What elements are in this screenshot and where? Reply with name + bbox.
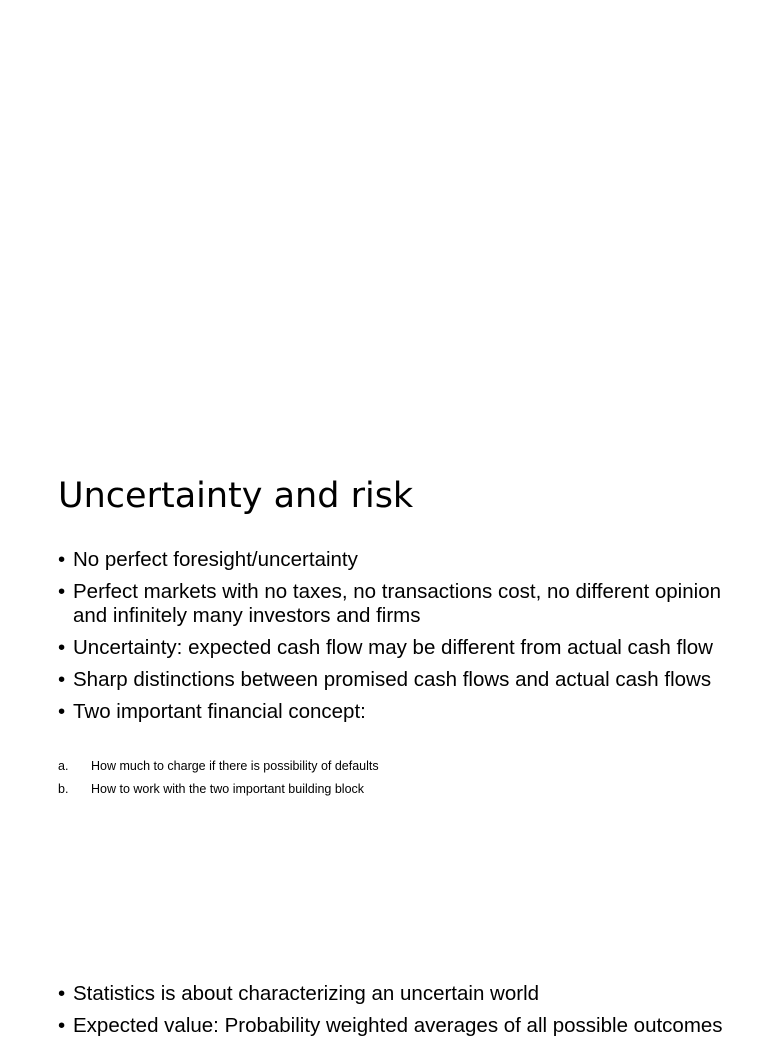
bullet-text: Two important financial concept: bbox=[73, 700, 366, 723]
bullet-list bbox=[58, 548, 738, 732]
sub-item-text: How much to charge if there is possibility of defaults bbox=[91, 759, 379, 773]
bullet-dot: • bbox=[58, 636, 66, 659]
bullet-list-2 bbox=[58, 982, 758, 1046]
bullet-dot: • bbox=[58, 1014, 66, 1037]
bullet-item bbox=[58, 548, 738, 572]
bullet-text: Perfect markets with no taxes, no transactions cost, no different opinion and infinitely many investors and firms bbox=[73, 580, 721, 627]
sub-item bbox=[58, 758, 738, 774]
bullet-item bbox=[58, 580, 738, 628]
bullet-item bbox=[58, 700, 738, 724]
bullet-item bbox=[58, 1014, 758, 1038]
bullet-text: Uncertainty: expected cash flow may be different from actual cash flow bbox=[73, 636, 713, 659]
bullet-dot: • bbox=[58, 548, 66, 571]
bullet-dot: • bbox=[58, 700, 66, 723]
bullet-text: No perfect foresight/uncertainty bbox=[73, 548, 358, 571]
bullet-dot: • bbox=[58, 982, 66, 1005]
bullet-item bbox=[58, 668, 738, 692]
slide-title: Uncertainty and risk bbox=[58, 476, 414, 516]
bullet-dot: • bbox=[58, 668, 66, 691]
bullet-item bbox=[58, 982, 758, 1006]
bullet-text: Sharp distinctions between promised cash flows and actual cash flows bbox=[73, 668, 712, 691]
sub-item-text: How to work with the two important building block bbox=[91, 782, 365, 796]
sub-item bbox=[58, 781, 738, 797]
sub-item-marker: b. bbox=[58, 782, 69, 796]
sub-item-marker: a. bbox=[58, 759, 69, 773]
bullet-text: Statistics is about characterizing an uncertain world bbox=[73, 982, 540, 1005]
bullet-item bbox=[58, 636, 738, 660]
sub-list bbox=[58, 758, 738, 804]
bullet-dot: • bbox=[58, 580, 66, 603]
bullet-text: Expected value: Probability weighted averages of all possible outcomes bbox=[73, 1014, 723, 1037]
